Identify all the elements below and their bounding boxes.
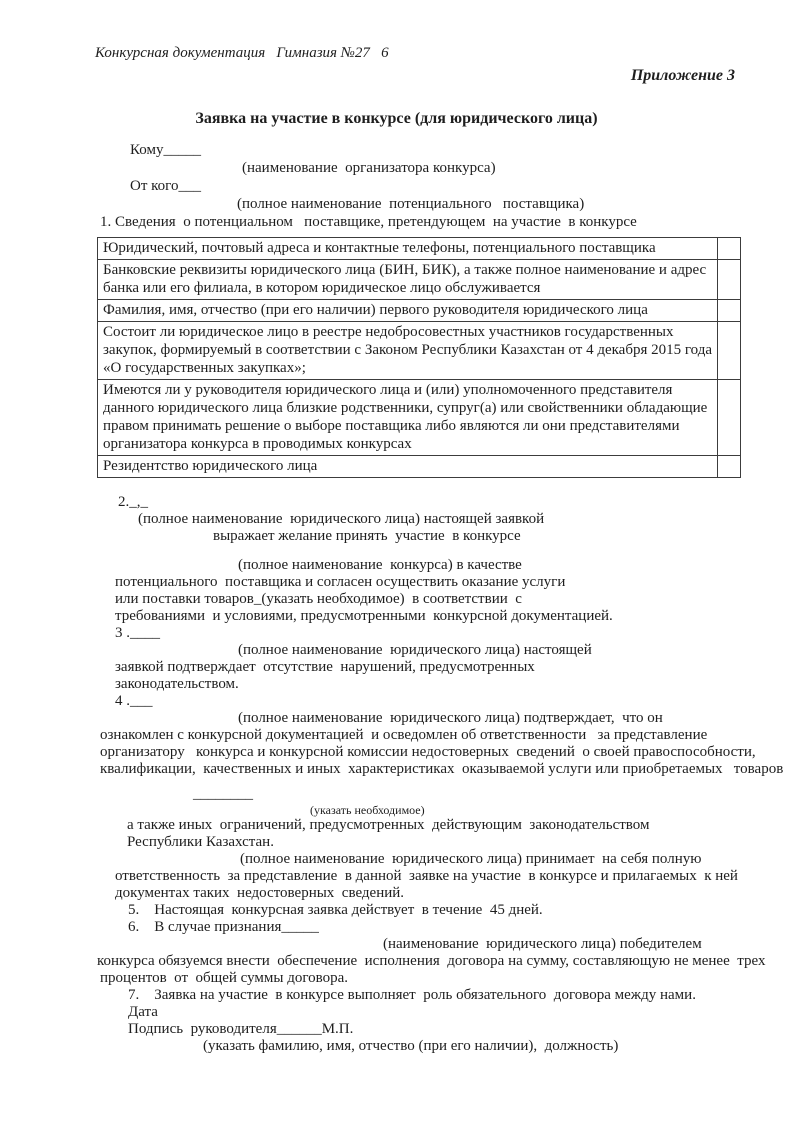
table-row xyxy=(98,260,741,300)
body-line: (наименование юридического лица) победителем xyxy=(383,936,702,952)
table-cell-value xyxy=(718,300,741,322)
body-line: (полное наименование юридического лица) принимает на себя полную xyxy=(240,851,702,867)
to-label: Кому_____ xyxy=(130,142,201,158)
body-line: документах таких недостоверных сведений. xyxy=(115,885,405,901)
body-line: выражает желание принять участие в конкурсе xyxy=(213,528,521,544)
page-title: Заявка на участие в конкурсе (для юридического лица) xyxy=(195,110,598,127)
signature-hint: (указать фамилию, имя, отчество (при его наличии), должность) xyxy=(203,1038,619,1054)
table-cell-label: Банковские реквизиты юридического лица (БИН, БИК), а также полное наименование и адрес банка или его филиала, в котором юридическое лицо обслуживается xyxy=(98,260,718,300)
date-line: Дата xyxy=(128,1004,158,1020)
fill-in-hint: (указать необходимое) xyxy=(310,803,425,817)
clause-7: 7. Заявка на участие в конкурсе выполняет роль обязательного договора между нами. xyxy=(128,987,696,1003)
table-cell-value xyxy=(718,260,741,300)
table-cell-value xyxy=(718,380,741,456)
intro-block xyxy=(0,141,793,231)
body-line: организатору конкурса и конкурсной комиссии недостоверных сведений о своей правоспособности, xyxy=(100,744,756,760)
table-row xyxy=(98,456,741,478)
body-line: или поставки товаров_(указать необходимое) в соответствии с xyxy=(115,591,522,607)
from-hint: (полное наименование потенциального поставщика) xyxy=(237,196,585,212)
body-line: законодательством. xyxy=(115,676,239,692)
fill-in-line: ________ xyxy=(193,786,253,802)
clause-5: 5. Настоящая конкурсная заявка действует в течение 45 дней. xyxy=(128,902,543,918)
body-text xyxy=(0,494,793,1055)
body-line: Республики Казахстан. xyxy=(127,834,274,850)
table-cell-value xyxy=(718,322,741,380)
table-row xyxy=(98,322,741,380)
clause-3-number: 3 .____ xyxy=(115,625,160,641)
body-line: (полное наименование конкурса) в качестве xyxy=(238,557,522,573)
body-line: потенциального поставщика и согласен осуществить оказание услуги xyxy=(115,574,566,590)
body-line: процентов от общей суммы договора. xyxy=(100,970,349,986)
clause-4-number: 4 .___ xyxy=(115,693,153,709)
header-doc-info: Конкурсная документация Гимназия №27 6 xyxy=(95,45,389,61)
table-cell-value xyxy=(718,456,741,478)
body-line: (полное наименование юридического лица) настоящей xyxy=(238,642,592,658)
to-hint: (наименование организатора конкурса) xyxy=(242,160,496,176)
body-line: конкурса обязуемся внести обеспечение исполнения договора на сумму, составляющую не менее трех xyxy=(97,953,766,969)
table-cell-label: Имеются ли у руководителя юридического лица и (или) уполномоченного представителя данного юридического лица близкие родственники, супруг(а) или свойственники обладающие правом принимать решение о выборе поставщика либо являются ли они представителями организатора конкурса в проводимых конкурсах xyxy=(98,380,718,456)
clause-2-number: 2._,_ xyxy=(118,494,148,510)
table-cell-label: Состоит ли юридическое лицо в реестре недобросовестных участников государственных закупок, формируемый в соответствии с Законом Республики Казахстан от 4 декабря 2015 года «О государственных закупках»; xyxy=(98,322,718,380)
body-line: ознакомлен с конкурсной документацией и осведомлен об ответственности за представление xyxy=(100,727,708,743)
body-line: заявкой подтверждает отсутствие нарушений, предусмотренных xyxy=(115,659,535,675)
table-row xyxy=(98,238,741,260)
table-cell-value xyxy=(718,238,741,260)
body-line: требованиями и условиями, предусмотренными конкурсной документацией. xyxy=(115,608,613,624)
clause-6: 6. В случае признания_____ xyxy=(128,919,319,935)
signature-line: Подпись руководителя______М.П. xyxy=(128,1021,354,1037)
supplier-info-table xyxy=(97,237,741,478)
table-row xyxy=(98,380,741,456)
body-line: ответственность за представление в данной заявке на участие в конкурсе и прилагаемых к ней xyxy=(115,868,738,884)
table-cell-label: Фамилия, имя, отчество (при его наличии) первого руководителя юридического лица xyxy=(98,300,718,322)
body-line: (полное наименование юридического лица) настоящей заявкой xyxy=(138,511,545,527)
table-cell-label: Резидентство юридического лица xyxy=(98,456,718,478)
section-1-heading: 1. Сведения о потенциальном поставщике, претендующем на участие в конкурсе xyxy=(100,214,637,230)
header-annex-label: Приложение 3 xyxy=(630,67,735,84)
from-label: От кого___ xyxy=(130,178,201,194)
body-line: а также иных ограничений, предусмотренных действующим законодательством xyxy=(127,817,650,833)
body-line: квалификации, качественных и иных характеристиках оказываемой услуги или приобретаемых товаров xyxy=(100,761,784,777)
body-line: (полное наименование юридического лица) подтверждает, что он xyxy=(238,710,663,726)
table-cell-label: Юридический, почтовый адреса и контактные телефоны, потенциального поставщика xyxy=(98,238,718,260)
table-row xyxy=(98,300,741,322)
